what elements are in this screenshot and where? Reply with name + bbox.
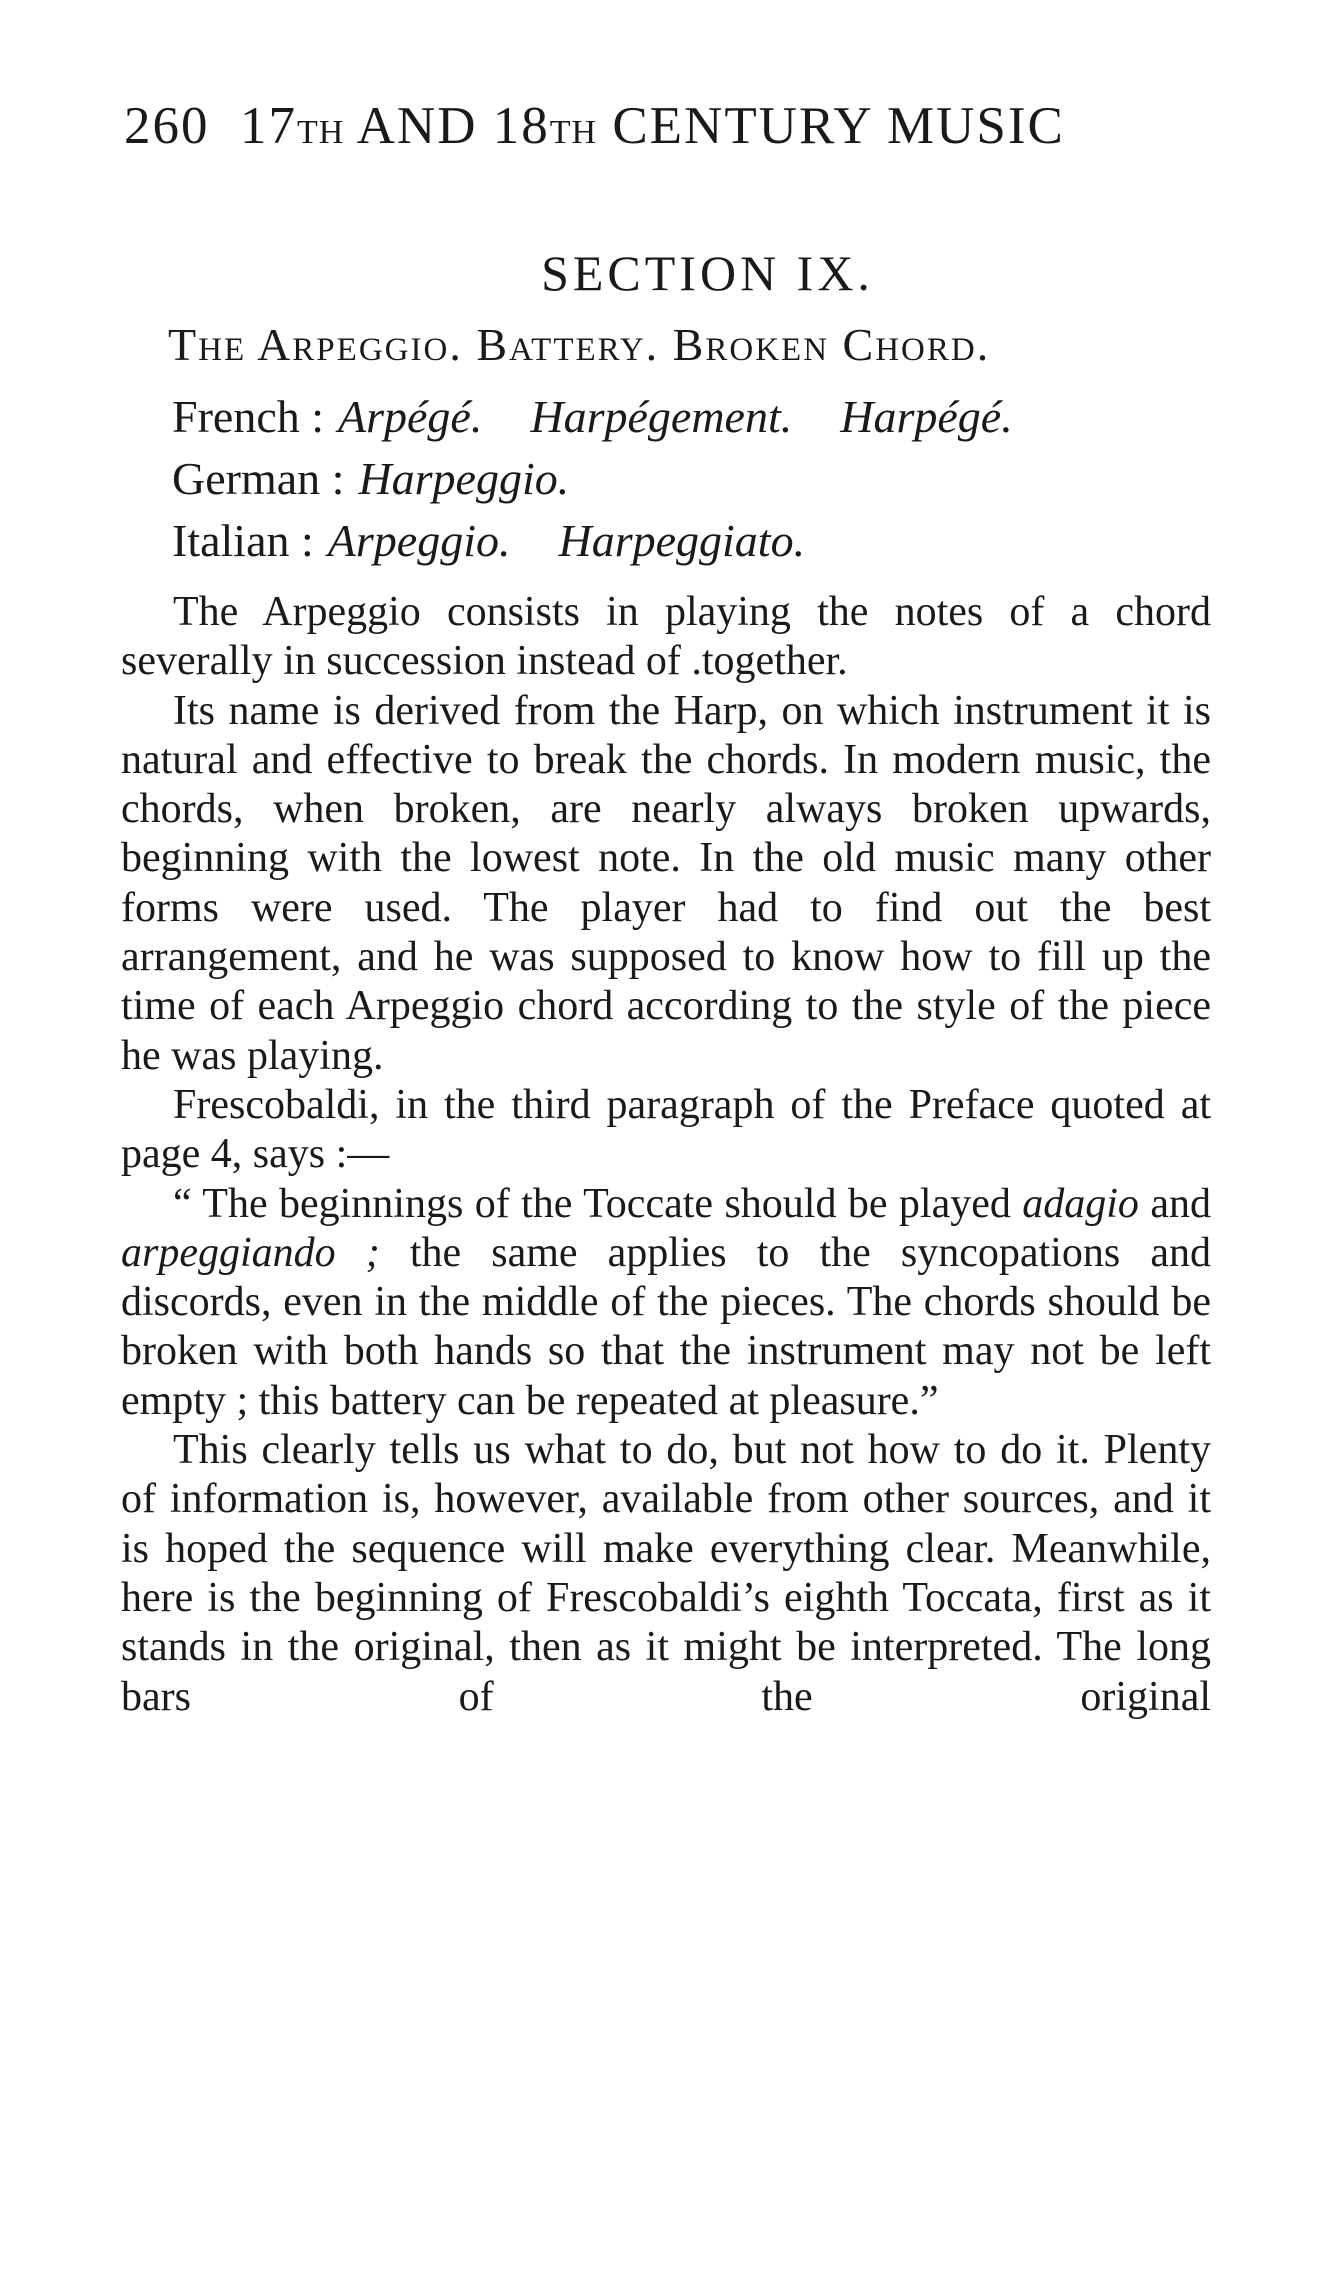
paragraph: This clearly tells us what to do, but not how to do it. Plenty of information is, however, available from other sources, and it is hoped the sequence will make everything clear. Meanwhile, here is the beginning of Frescobaldi’s eighth Toccata, first as it stands in the original, then as it might be interpreted. The long bars of the original bbox=[121, 1427, 1211, 1720]
german-term: Harpeggio. bbox=[358, 453, 570, 504]
italian-term: Arpeggio. bbox=[327, 515, 511, 566]
german-label: German : bbox=[172, 453, 345, 504]
section-subtitle: THE ARPEGGIO. BATTERY. BROKEN CHORD. bbox=[168, 319, 991, 370]
italian-label: Italian : bbox=[172, 515, 314, 566]
french-term: Arpégé. bbox=[338, 391, 483, 442]
italian-translation bbox=[172, 514, 805, 567]
paragraph: Its name is derived from the Harp, on which instrument it is natural and effective to break the chords. In modern music, the chords, when broken, are nearly always broken upwards, beginning with the lowest note. In the old music many other forms were used. The player had to find out the best arrangement, and he was supposed to know how to fill up the time of each Arpeggio chord according to the style of the piece he was playing. bbox=[121, 687, 1211, 1079]
running-header bbox=[124, 96, 1065, 156]
french-label: French : bbox=[172, 391, 325, 442]
italic-term: adagio bbox=[1022, 1180, 1139, 1227]
body-text bbox=[121, 588, 1211, 1722]
paragraph: The Arpeggio consists in playing the notes of a chord severally in succession instead of .together. bbox=[121, 589, 1211, 685]
french-translation bbox=[172, 390, 1013, 443]
paragraph: Frescobaldi, in the third paragraph of the Preface quoted at page 4, says :— bbox=[121, 1081, 1211, 1178]
german-translation bbox=[172, 452, 569, 505]
italian-term: Harpeggiato. bbox=[558, 515, 806, 566]
section-title: SECTION IX. bbox=[541, 245, 874, 301]
header-title: 17TH AND 18TH CENTURY MUSIC bbox=[240, 97, 1065, 155]
page-number: 260 bbox=[124, 97, 210, 155]
quotation-paragraph: “ The beginnings of the Toccate should be played adagio and arpeggiando ; the same applies to the syncopations and discords, even in the middle of the pieces. The chords should be broken with both hands so that the instrument may not be left empty ; this battery can be repeated at pleasure.” bbox=[121, 1180, 1211, 1424]
french-term: Harpégement. bbox=[530, 391, 793, 442]
italic-term: arpeggiando ; bbox=[121, 1229, 380, 1276]
french-term: Harpégé. bbox=[840, 391, 1013, 442]
